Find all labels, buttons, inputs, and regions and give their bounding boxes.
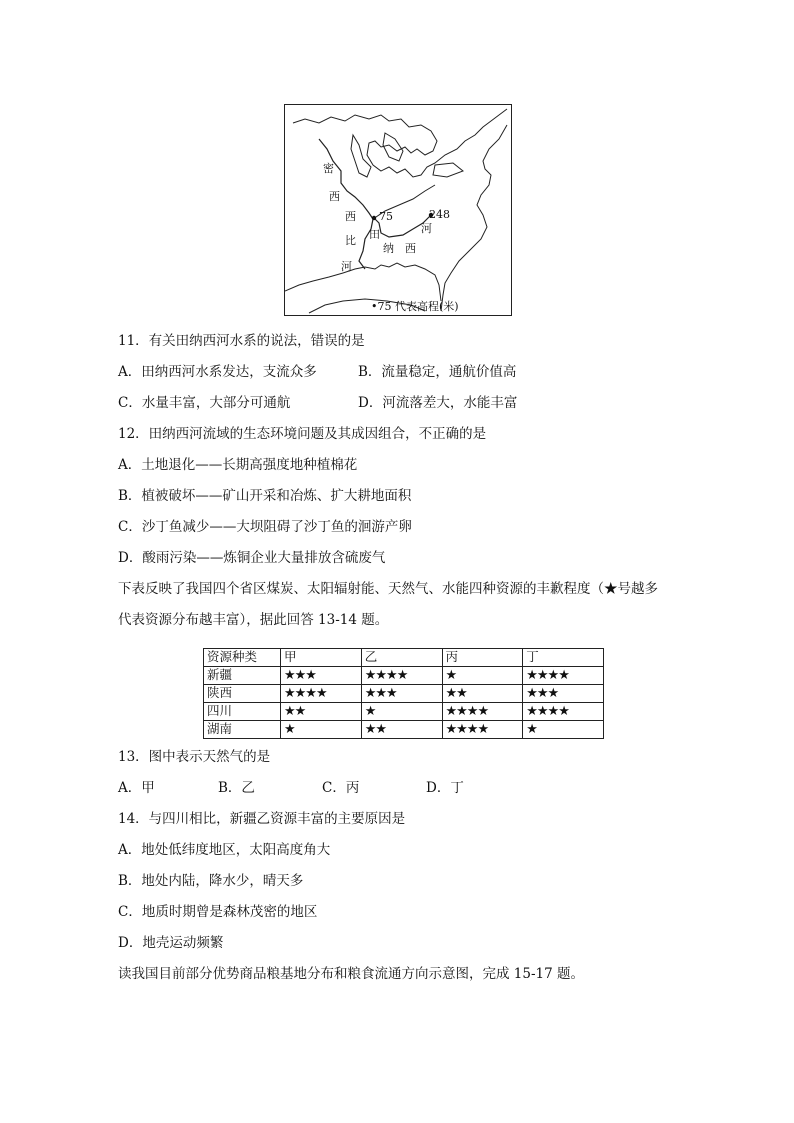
table-header-cell: 丙 (442, 649, 523, 667)
table-header-cell: 乙 (361, 649, 442, 667)
question-11-option-a: A．田纳西河水系发达，支流众多 (118, 364, 317, 380)
table-cell-province: 四川 (204, 703, 281, 721)
table-cell-stars: ★ (442, 667, 523, 685)
table-intro-line-2: 代表资源分布越丰富），据此回答 13-14 题。 (118, 612, 389, 628)
map-label-mi-2: 西 (329, 190, 340, 203)
table-cell-stars: ★★★★ (442, 721, 523, 739)
map-label-tn-1: 田 (369, 228, 380, 241)
question-14-option-b: B．地处内陆，降水少，晴天多 (118, 873, 304, 889)
question-11-option-b: B．流量稳定，通航价值高 (358, 364, 517, 380)
map-label-tn-4: 河 (421, 222, 432, 235)
resource-table (203, 648, 604, 739)
next-section-intro: 读我国目前部分优势商品粮基地分布和粮食流通方向示意图，完成 15-17 题。 (118, 966, 584, 982)
table-cell-stars: ★★★★ (361, 667, 442, 685)
question-14-option-d: D．地壳运动频繁 (118, 935, 224, 951)
table-header-cell: 资源种类 (204, 649, 281, 667)
map-label-mi-3: 西 (345, 210, 356, 223)
map-label-tn-2: 纳 (383, 242, 394, 255)
question-13-option-d: D．丁 (426, 780, 464, 796)
river-map (284, 104, 512, 316)
question-12-option-a: A．土地退化——长期高强度地种植棉花 (118, 457, 358, 473)
table-cell-stars: ★★ (361, 721, 442, 739)
mississippi-river (319, 139, 373, 269)
question-12-option-c: C．沙丁鱼减少——大坝阻碍了沙丁鱼的洄游产卵 (118, 519, 412, 535)
table-cell-stars: ★★★ (523, 685, 604, 703)
table-cell-province: 陕西 (204, 685, 281, 703)
question-12-option-d: D．酸雨污染——炼铜企业大量排放含硫废气 (118, 550, 386, 566)
table-header-cell: 甲 (281, 649, 362, 667)
question-13-option-a: A．甲 (118, 780, 155, 796)
elevation-label-75: 75 (379, 210, 393, 223)
gulf-coast (285, 260, 441, 301)
lake-huron (383, 133, 403, 161)
question-13-option-c: C．丙 (322, 780, 360, 796)
elevation-label-248: 248 (429, 208, 450, 221)
table-cell-province: 湖南 (204, 721, 281, 739)
table-cell-stars: ★★★★ (523, 667, 604, 685)
lake-erie (433, 163, 463, 177)
question-11-option-c: C．水量丰富，大部分可通航 (118, 395, 291, 411)
table-intro-line-1: 下表反映了我国四个省区煤炭、太阳辐射能、天然气、水能四种资源的丰歉程度（★号越多 (118, 581, 658, 597)
question-14-option-a: A．地处低纬度地区，太阳高度角大 (118, 842, 331, 858)
table-cell-stars: ★★★★ (281, 685, 362, 703)
map-legend: •75 代表高程(米) (371, 300, 459, 313)
map-label-tn-3: 西 (405, 242, 416, 255)
map-label-mi-1: 密 (323, 162, 334, 175)
elevation-point-75 (372, 216, 376, 220)
question-12-option-b: B．植被破坏——矿山开采和冶炼、扩大耕地面积 (118, 488, 412, 504)
table-cell-stars: ★★★ (281, 667, 362, 685)
atlantic-coast (441, 125, 507, 311)
table-row (204, 721, 604, 739)
question-11-option-d: D．河流落差大，水能丰富 (358, 395, 518, 411)
question-14-stem: 14．与四川相比，新疆乙资源丰富的主要原因是 (118, 811, 406, 827)
map-label-mi-5: 河 (341, 260, 352, 273)
table-cell-stars: ★★★★ (442, 703, 523, 721)
question-11-stem: 11．有关田纳西河水系的说法，错误的是 (118, 333, 365, 349)
map-label-mi-4: 比 (345, 234, 356, 247)
table-header-row (204, 649, 604, 667)
table-cell-province: 新疆 (204, 667, 281, 685)
table-cell-stars: ★★★ (361, 685, 442, 703)
table-row (204, 685, 604, 703)
table-cell-stars: ★★ (442, 685, 523, 703)
table-cell-stars: ★ (281, 721, 362, 739)
table-header-cell: 丁 (523, 649, 604, 667)
question-12-stem: 12．田纳西河流域的生态环境问题及其成因组合，不正确的是 (118, 426, 487, 442)
question-13-stem: 13．图中表示天然气的是 (118, 749, 271, 765)
table-cell-stars: ★★ (281, 703, 362, 721)
question-14-option-c: C．地质时期曾是森林茂密的地区 (118, 904, 318, 920)
table-row (204, 703, 604, 721)
table-cell-stars: ★★★★ (523, 703, 604, 721)
question-13-option-b: B．乙 (218, 780, 255, 796)
table-cell-stars: ★ (523, 721, 604, 739)
table-row (204, 667, 604, 685)
map-drawing (285, 105, 511, 315)
table-cell-stars: ★ (361, 703, 442, 721)
